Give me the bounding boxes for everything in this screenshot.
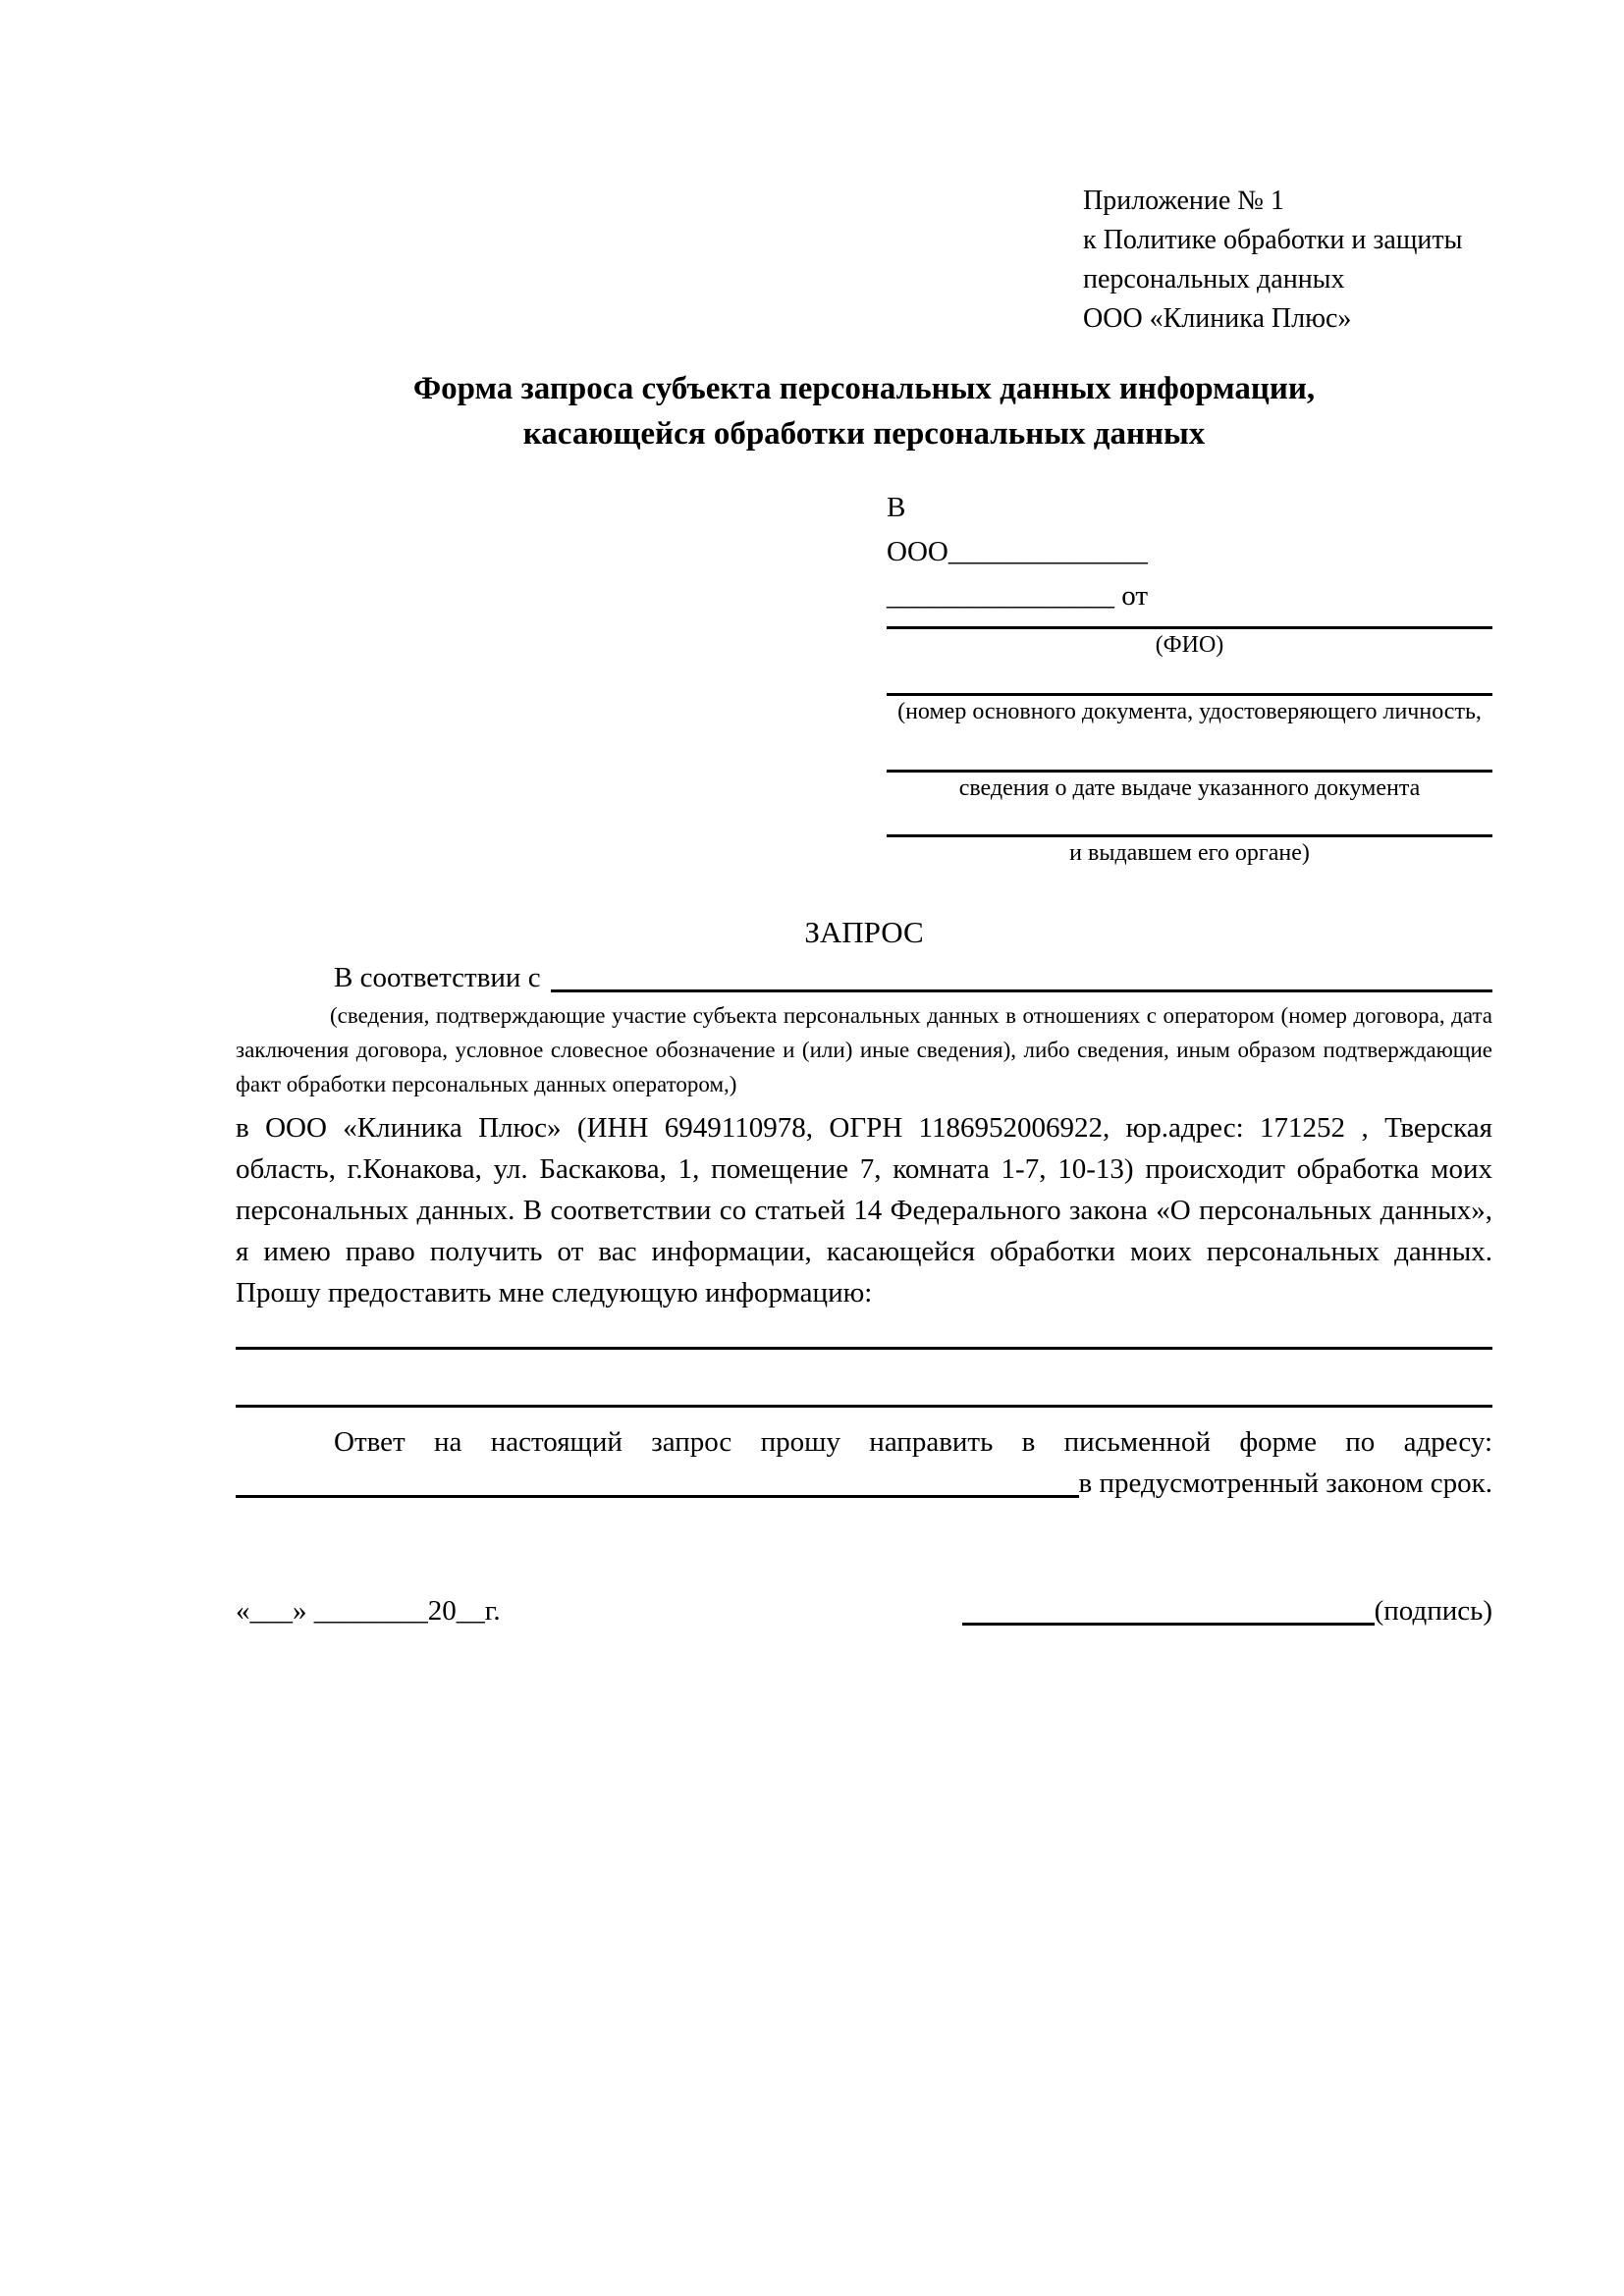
date-signature-row [236,1590,1492,1631]
form-title [236,366,1492,456]
addressee-from-blank: ________________ от [887,580,1149,612]
signature-caption: (подпись) [1374,1595,1492,1627]
date-blank: «___» ________20__г. [236,1595,501,1627]
request-intro-row [236,957,1492,998]
appendix-line: Приложение № 1 [1083,186,1284,216]
basis-footnote: (сведения, подтверждающие участие субъекта персональных данных в отношениях с оператором (номер договора, дата заключения договора, условное словесное обозначение и (или) иные сведения), либо сведения, иным образом подтверждающие факт обработки персональных данных оператором,) [236,1003,1492,1096]
caption-issue-date: сведения о дате выдаче указанного документа [958,775,1421,801]
caption-fio: (ФИО) [1155,632,1224,658]
appendix-header [1083,182,1492,339]
addressee-block [887,486,1492,869]
blank-line-address [236,1495,1079,1498]
caption-document-number: (номер основного документа, удостоверяющего личность, [897,699,1482,724]
appendix-line: ООО «Клиника Плюс» [1083,303,1352,334]
addressee-org-blank: ООО______________ [887,536,1148,567]
request-body-paragraph: в ООО «Клиника Плюс» (ИНН 6949110978, ОГРН 1186952006922, юр.адрес: 171252 , Тверская область, г.Конакова, ул. Баскакова, 1, помещение 7, комната 1-7, 10-13) происходит обработка моих персональных данных. В соответствии со статьей 14 Федерального закона «О персональных данных», я имею право получить от вас информации, касающейся обработки моих персональных данных. Прошу предоставить мне следующую информацию: [236,1112,1492,1308]
form-title-line: Форма запроса субъекта персональных данных информации, [412,371,1316,406]
request-heading: ЗАПРОС [804,915,924,949]
response-instruction: Ответ на настоящий запрос прошу направить в письменной форме по адресу: [334,1426,1492,1458]
blank-line-requested-info-2 [236,1405,1492,1408]
blank-line-signature [962,1623,1375,1626]
caption-issuing-authority: и выдавшем его органе) [1069,840,1310,866]
response-address-row [236,1463,1492,1504]
blank-line-requested-info-1 [236,1347,1492,1350]
form-title-line: касающейся обработки персональных данных [522,416,1206,452]
signature-area [962,1590,1492,1631]
blank-line-basis [551,989,1492,992]
appendix-line: персональных данных [1083,264,1345,294]
request-intro-text: В соответствии с [334,962,541,993]
document-content [236,0,1492,1631]
appendix-line: к Политике обработки и защиты [1083,225,1463,255]
addressee-to: В [887,492,906,523]
response-deadline-text: в предусмотренный законом срок. [1078,1468,1492,1499]
